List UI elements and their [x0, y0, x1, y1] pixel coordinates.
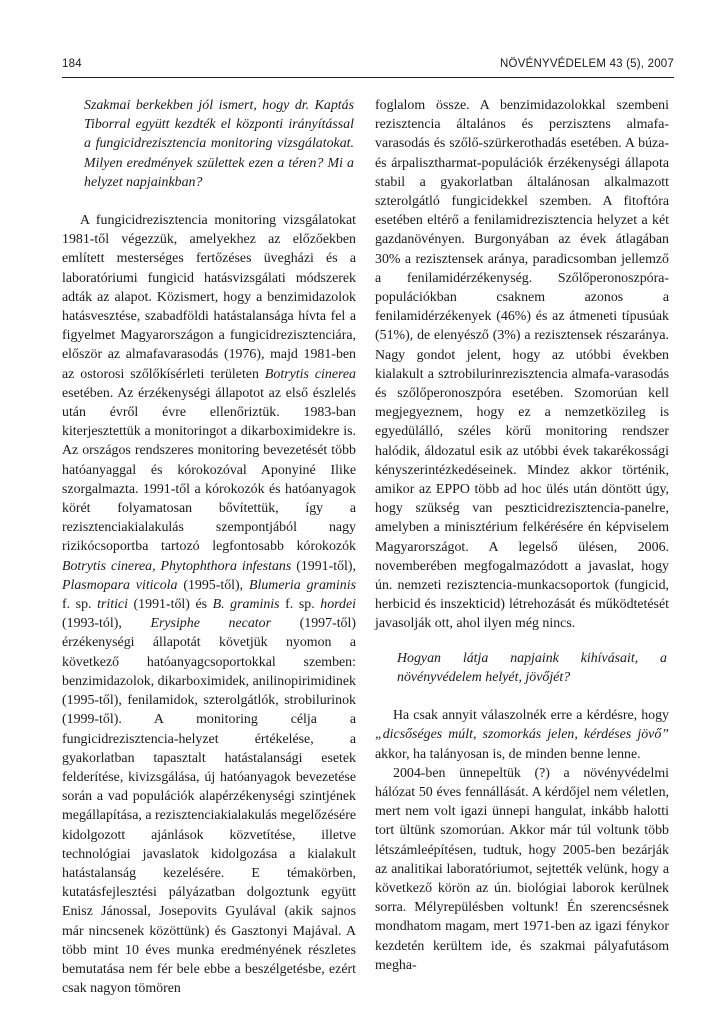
species-name: Plasmopara viticola	[62, 577, 178, 593]
answer-paragraph-continued: foglalom össze. A benzimidazolokkal szembeni rezisztencia általános és perzisztens almafa-varasodás és szőlő-szürkerothadás esetében. A búza- és árpalisztharmat-populációk érzékenységi állapota stabil a gyakorlatban általánosan alkalmazott szterolgátló fungicidekkel szemben. A fitoftóra esetében eltérő a fenilamidrezisztencia helyzet a két gazdanövényen. Burgonyában az évek átlagában 30% a rezisztensek aránya, paradicsomban jellemző a fenilamidérzékenység. Szőlőperonoszpóra-populációkban csaknem azonos a fenilamidérzékenyek (46%) és az átmeneti típusúak (51%), de elenyésző (3%) a rezisztensek részaránya. Nagy gondot jelent, hogy az utóbbi években kialakult a sztrobilurinrezisztencia almafa-varasodás és szőlőperonoszpóra esetében. Szomorúan kell megjegyeznem, hogy ez a nemzetközileg is egyedülálló, széles körű monitoring rendszer halódik, áldozatul esik az utóbbi évek takarékossági kényszerintézkedéseinek. Mindez akkor történik, amikor az EPPO több ad hoc ülés után döntött úgy, hogy szükség van peszticidrezisztencia-panelre, amelyben a minisztérium felkérésére én képviselem Magyarországot. A legelső ülésen, 2006. novemberében megfogalmazódott a javaslat, hogy ún. nemzeti rezisztencia-munkacsoportok (fungicid, herbicid és inszekticid) létrehozását és működtetését javasolják ott, ahol ilyen még nincs.	[375, 98, 669, 632]
species-name: Blumeria graminis	[249, 577, 356, 593]
answer-paragraph	[62, 211, 356, 998]
page-number: 184	[62, 58, 82, 70]
right-column	[375, 96, 669, 975]
text-run: (1993-tól),	[62, 616, 151, 632]
species-name: Botrytis cinerea, Phytophthora infestans	[62, 558, 292, 574]
interview-question: Szakmai berkekben jól ismert, hogy dr. Kaptás Tiborral együtt kezdték el központi irányítással a fungicidrezisztencia monitoring vizsgálatokat. Milyen eredmények születtek ezen a téren? Mi a helyzet napjainkban?	[84, 98, 354, 190]
running-header	[62, 56, 674, 76]
species-name: Botrytis cinerea	[264, 366, 357, 382]
species-name: B. graminis	[212, 597, 280, 613]
text-run: (1991-től) és	[127, 597, 213, 613]
text-run: akkor, ha talányosan is, de minden benne lenne.	[375, 746, 641, 762]
quoted-phrase: „dicsőséges múlt, szomorkás jelen, kérdéses jövő”	[375, 727, 669, 743]
species-name: hordei	[320, 597, 357, 613]
text-run: (1995-től),	[177, 577, 250, 593]
text-run: f. sp.	[62, 597, 98, 613]
text-run: f. sp.	[279, 597, 321, 613]
text-run: A fungicidrezisztencia monitoring vizsgálatokat 1981-től végezzük, amelyekhez az előzőekben említett mesterséges fertőzéses üvegházi és a laboratóriumi fungicid hatásvizsgálati módszerek adták az alapot. Közismert, hogy a benzimidazolok hatásvesztése, szabadföldi hatástalansága hívta fel a figyelmet Magyarországon a fungicidrezisztenciára, először az almafavarasodás (1976), majd 1981-ben az ostorosi szőlőkísérleti területen	[62, 213, 356, 382]
header-rule	[62, 77, 674, 78]
text-run: (1991-től),	[291, 558, 356, 574]
text-run: Ha csak annyit válaszolnék erre a kérdésre, hogy	[393, 708, 669, 724]
text-run: esetében. Az érzékenységi állapotot az első észlelés után évről évre ellenőriztük. 1983-ban kiterjesztettük a monitoringot a dikarboximidekre is. Az országos rendszeres monitoring bevezetését több hatóanyaggal és kórokozóval Aponyiné Ilike szorgalmazta. 1991-től a kórokozók és hatóanyagok körét folyamatosan bővítettük, így a rezisztenciakialakulás szempontjából nagy rizikócsoportba tartozó legfontosabb kórokozók	[62, 385, 356, 555]
interview-question: Hogyan látja napjaink kihívásait, a növényvédelem helyét, jövőjét?	[397, 650, 667, 685]
answer-paragraph: 2004-ben ünnepeltük (?) a növényvédelmi hálózat 50 éves fennállását. A kérdőjel nem véletlen, mert nem volt igazi ünnepi hangulat, inkább halotti tort ültünk szomorúan. Akkor már túl voltunk több létszámleépítésen, tudtuk, hogy 2005-ben bezárják az analitikai laboratóriumot, sejtették velünk, hogy a következő körön az ún. biológiai laborok kerülnek sorra. Mélyrepülésben voltunk! Én szerencsésnek mondhatom magam, mert 1971-ben az igazi fénykor kezdetén kerültem ide, és szakmai pályafutásom megha-	[375, 765, 669, 973]
left-column	[62, 96, 356, 998]
species-name: tritici	[97, 597, 128, 613]
answer-paragraph	[375, 706, 669, 764]
text-run: (1997-től) érzékenységi állapotát követjük nyomon a következő hatóanyagcsoportokkal szemben: benzimidazolok, dikarboximidek, anilinopirimidinek (1995-től), fenilamidok, szterolgátlók, strobilurinok (1999-től). A monitoring célja a fungicidrezisztencia-helyzet értékelése, a gyakorlatban tapasztalt hatástalansági esetek felderítése, kivizsgálása, új hatóanyagok bevezetése során a vad populációk alapérzékenységi szintjének megállapítása, a rezisztenciakialakulás megelőzésére kidolgozott ajánlások közvetítése, illetve technológiai javaslatok kidolgozása a kialakult hatástalanság kezelésére. E témakörben, kutatásfejlesztési pályázatban dolgoztunk együtt Enisz Jánossal, Josepovits Gyulával (akik sajnos már nincsenek közöttünk) és Gasztonyi Majával. A több mint 10 éves munka eredményének részletes bemutatása nem fér bele ebbe a beszélgetésbe, ezért csak nagyon tömören	[62, 616, 356, 997]
journal-reference: NÖVÉNYVÉDELEM 43 (5), 2007	[500, 58, 674, 70]
species-name: Erysiphe necator	[150, 616, 271, 632]
